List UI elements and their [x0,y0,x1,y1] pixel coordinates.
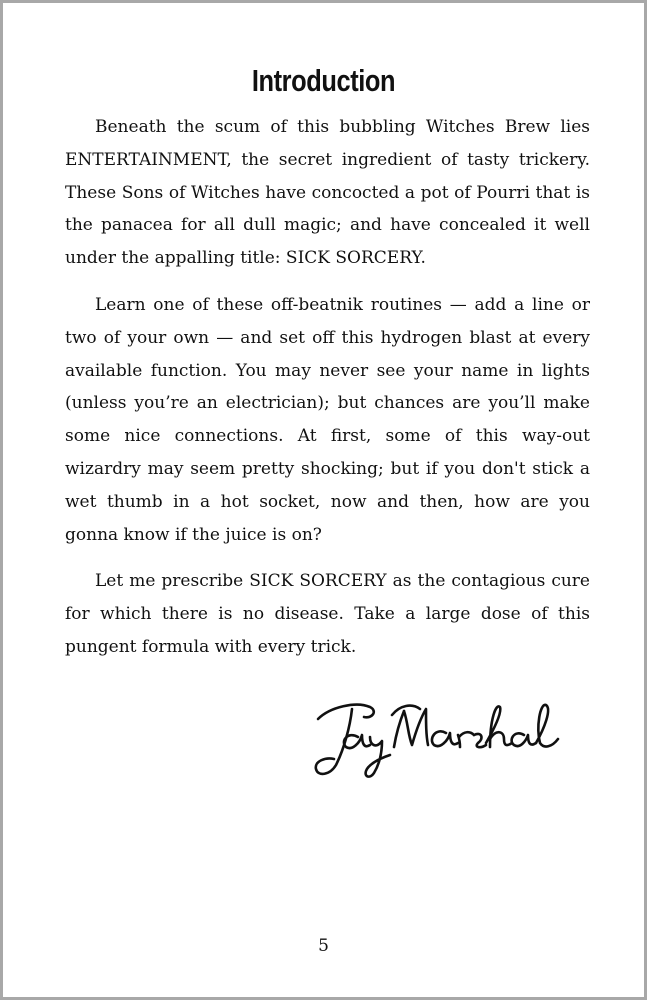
handwritten-signature [308,687,563,787]
body-text [65,111,590,678]
page-number: 5 [318,936,329,956]
page-title: Introduction [251,63,396,98]
paragraph-2: Learn one of these off-beatnik routines — add a line or two of your own — and set off this hydrogen blast at every available function. You may never see your name in lights (unless you’re an electrician); but chances are you’ll make some nice connections. At first, some of this way-out wizardry may seem pretty shocking; but if you don't stick a wet thumb in a hot socket, now and then, how are you gonna know if the juice is on? [65,294,590,545]
paragraph-1: Beneath the scum of this bubbling Witches Brew lies ENTERTAINMENT, the secret ingredient of tasty trickery. These Sons of Witches have concocted a pot of Pourri that is the panacea for all dull magic; and have concealed it well under the appalling title: SICK SORCERY. [65,117,590,269]
paragraph-3: Let me prescribe SICK SORCERY as the contagious cure for which there is no disease. Take a large dose of this pungent formula with every trick. [65,571,590,657]
